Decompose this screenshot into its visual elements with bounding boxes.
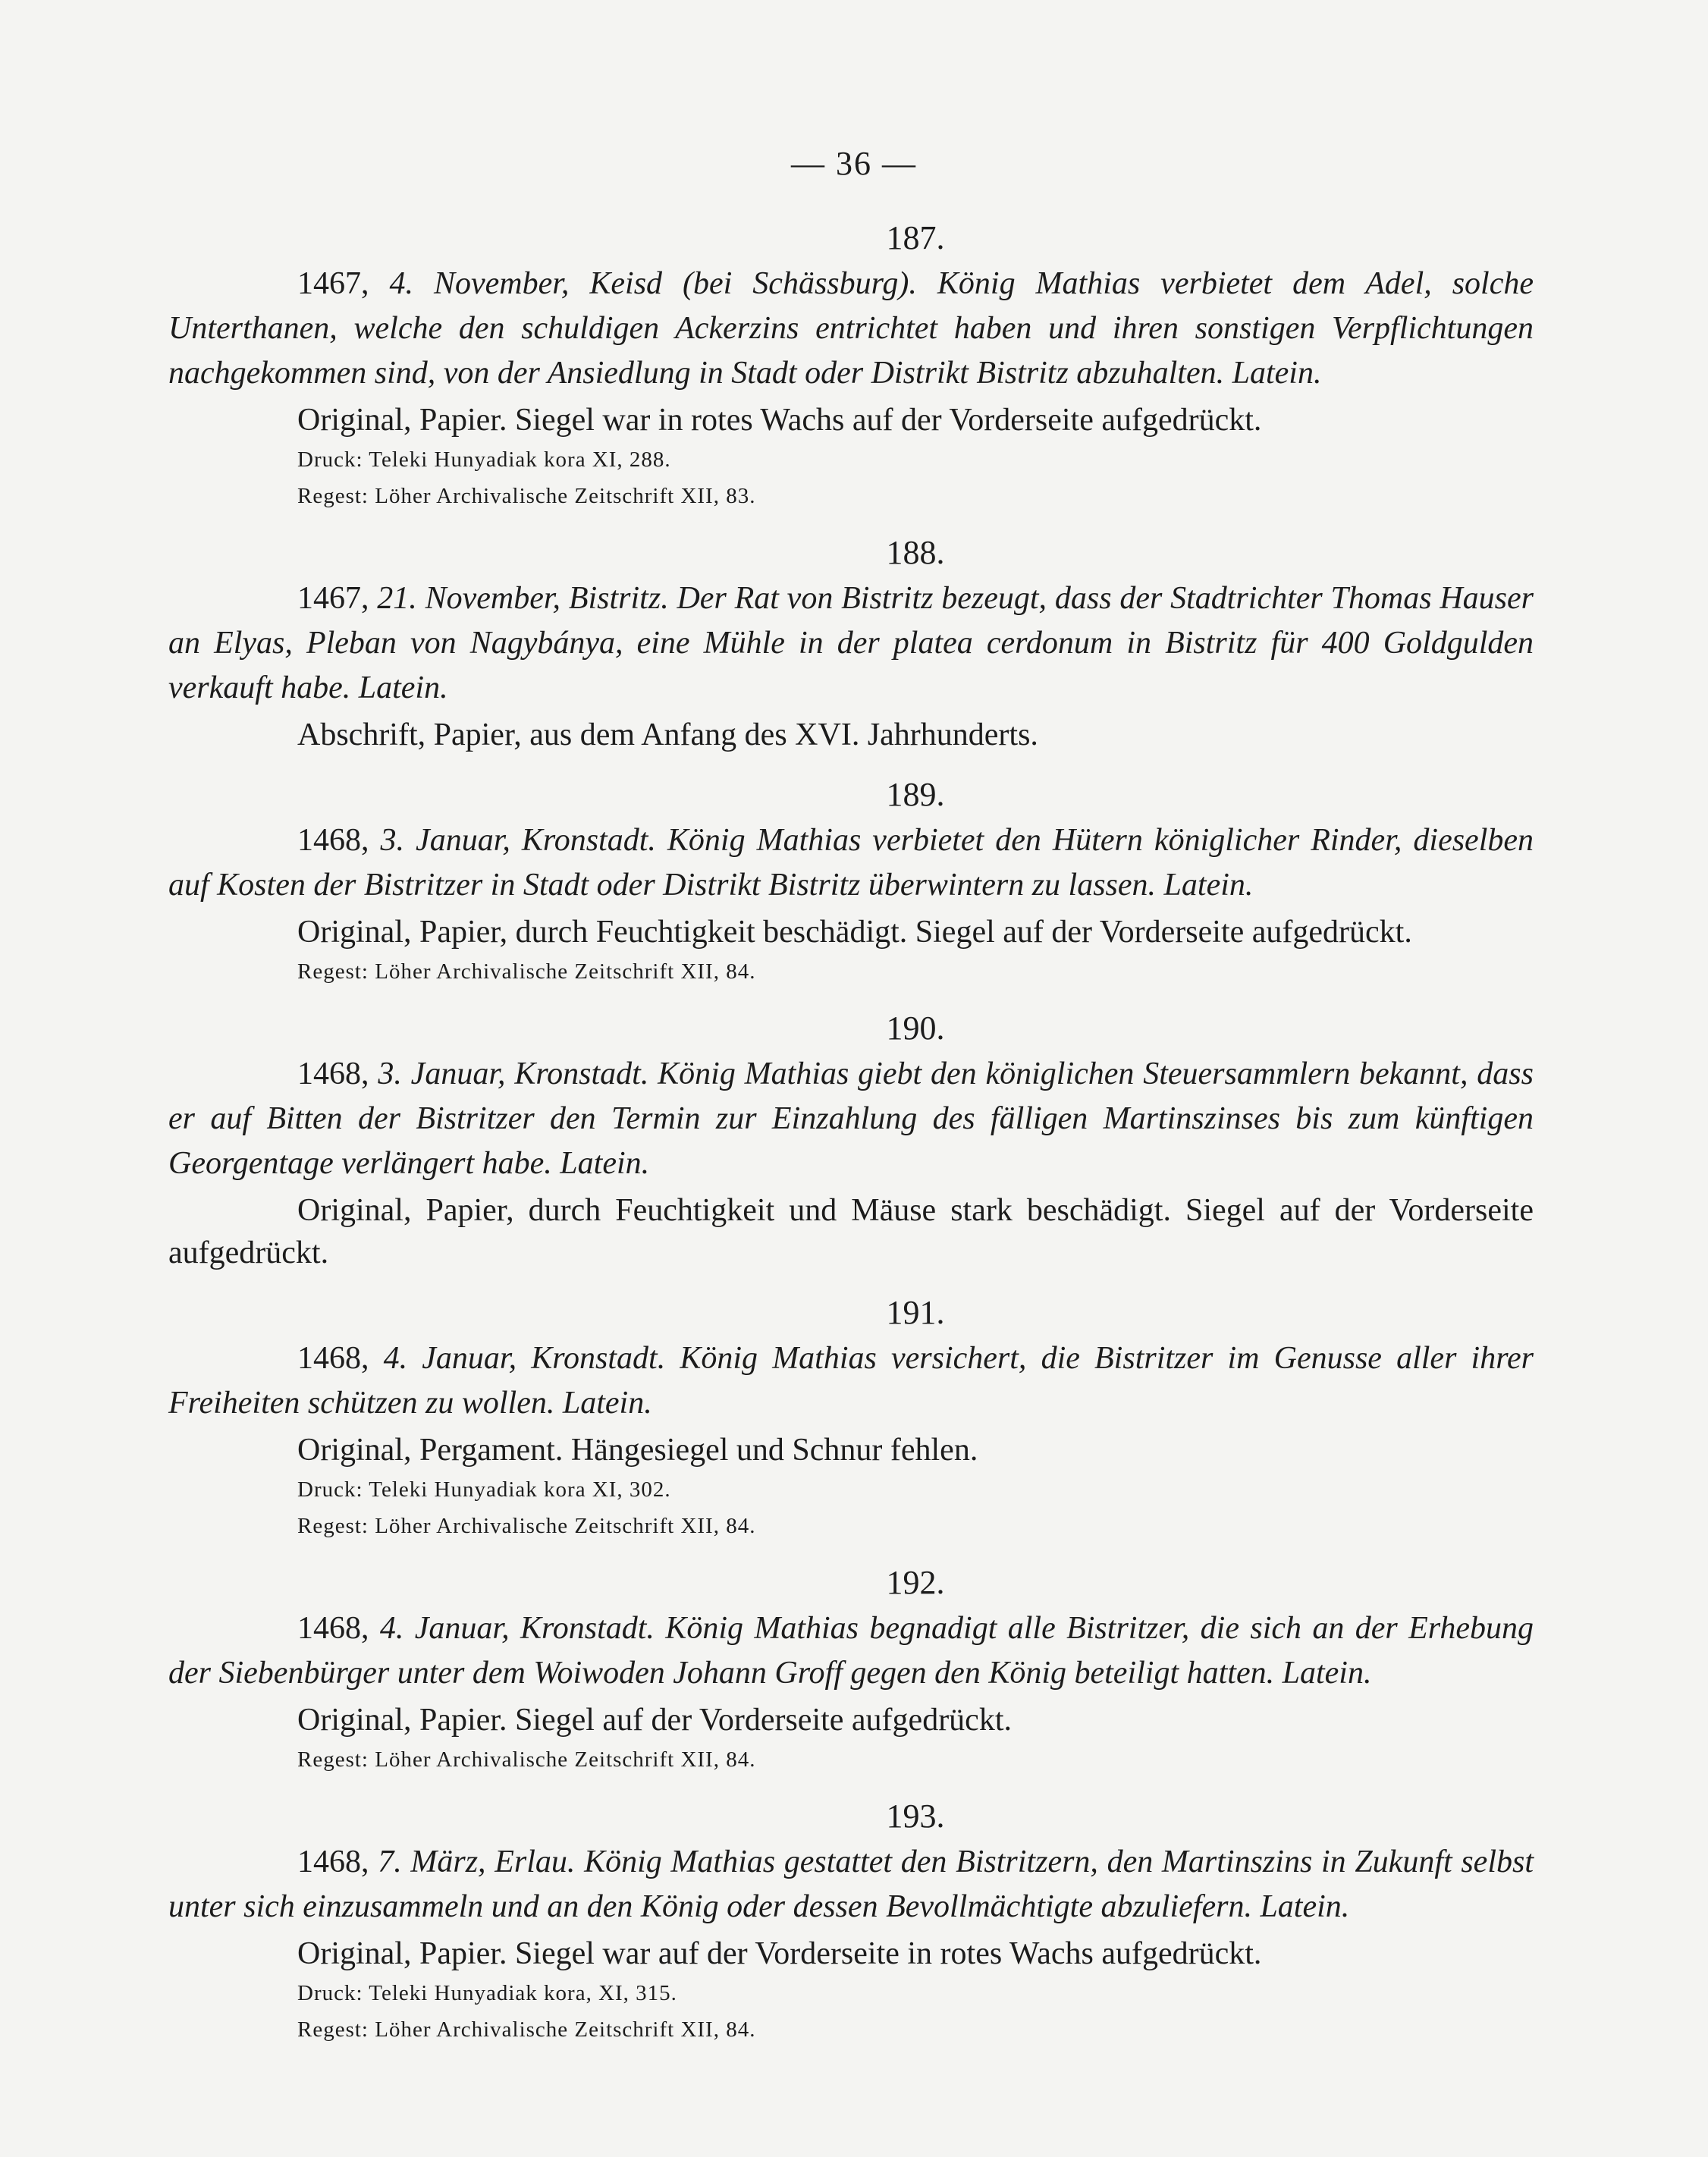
- year: 1468,: [297, 823, 369, 858]
- regest-body: 4. Januar, Kronstadt. König Mathias versichert, die Bistritzer im Genusse aller ihrer Freiheiten schützen zu wollen. Latein.: [168, 1341, 1534, 1421]
- regest-body: 4. Januar, Kronstadt. König Mathias begnadigt alle Bistritzer, die sich an der Erhebung der Siebenbürger unter dem Woiwoden Johann Groff gegen den König beteiligt hatten. Latein.: [168, 1611, 1534, 1691]
- entry-189: [168, 773, 1534, 990]
- reference-regest: Regest: Löher Archivalische Zeitschrift XII, 83.: [297, 484, 756, 508]
- year: 1468,: [297, 1611, 369, 1646]
- original-description: Abschrift, Papier, aus dem Anfang des XVI. Jahrhunderts.: [297, 717, 1038, 752]
- regest-text: [168, 818, 1534, 908]
- regest-body: 21. November, Bistritz. Der Rat von Bistritz bezeugt, dass der Stadtrichter Thomas Hauser an Elyas, Pleban von Nagybánya, eine Mühle in der platea cerdonum in Bistritz für 400 Goldgulden verkauft habe. Latein.: [168, 581, 1534, 705]
- entry-number: 187.: [886, 219, 945, 256]
- entry-191: [168, 1291, 1534, 1544]
- entry-number: 189.: [886, 776, 945, 813]
- regest-body: 3. Januar, Kronstadt. König Mathias giebt den königlichen Steuersammlern bekannt, dass er auf Bitten der Bistritzer den Termin zur Einzahlung des fälligen Martinszinses bis zum künftigen Georgentage verlängert habe. Latein.: [168, 1057, 1534, 1181]
- entries-list: [168, 216, 1534, 2064]
- entry-number: 188.: [886, 534, 945, 571]
- year: 1468,: [297, 1845, 369, 1879]
- original-description: Original, Pergament. Hängesiegel und Schnur fehlen.: [297, 1433, 978, 1468]
- regest-body: 7. März, Erlau. König Mathias gestattet den Bistritzern, den Martinszins in Zukunft selbst unter sich einzusammeln und an den König oder dessen Bevollmächtigte abzuliefern. Latein.: [168, 1845, 1534, 1924]
- entry-number: 193.: [886, 1798, 945, 1835]
- original-description: Original, Papier, durch Feuchtigkeit beschädigt. Siegel auf der Vorderseite aufgedrückt.: [297, 915, 1412, 950]
- regest-body: 4. November, Keisd (bei Schässburg). König Mathias verbietet dem Adel, solche Unterthanen, welche den schuldigen Ackerzins entrichtet haben und ihren sonstigen Verpflichtungen nachgekommen sind, von der Ansiedlung in Stadt oder Distrikt Bistritz abzuhalten. Latein.: [168, 266, 1534, 391]
- year: 1468,: [297, 1057, 369, 1091]
- entry-number: 191.: [886, 1294, 945, 1331]
- entry-188: [168, 531, 1534, 756]
- entry-190: [168, 1006, 1534, 1274]
- entry-number: 190.: [886, 1009, 945, 1047]
- regest-text: [168, 1606, 1534, 1696]
- page-number: — 36 —: [791, 145, 917, 182]
- reference-druck: Druck: Teleki Hunyadiak kora XI, 288.: [297, 447, 671, 472]
- regest-text: [168, 1336, 1534, 1426]
- year: 1467,: [297, 266, 369, 301]
- entry-187: [168, 216, 1534, 514]
- regest-text: [168, 1052, 1534, 1186]
- year: 1468,: [297, 1341, 369, 1376]
- reference-druck: Druck: Teleki Hunyadiak kora XI, 302.: [297, 1477, 671, 1502]
- original-description: Original, Papier. Siegel auf der Vorderseite aufgedrückt.: [297, 1703, 1012, 1738]
- reference-regest: Regest: Löher Archivalische Zeitschrift XII, 84.: [297, 1747, 756, 1772]
- reference-regest: Regest: Löher Archivalische Zeitschrift XII, 84.: [297, 2017, 756, 2042]
- year: 1467,: [297, 581, 369, 616]
- regest-text: [168, 262, 1534, 396]
- reference-regest: Regest: Löher Archivalische Zeitschrift XII, 84.: [297, 959, 756, 984]
- entry-192: [168, 1561, 1534, 1778]
- entry-number: 192.: [886, 1564, 945, 1601]
- reference-druck: Druck: Teleki Hunyadiak kora, XI, 315.: [297, 1981, 677, 2005]
- regest-text: [168, 576, 1534, 711]
- entry-193: [168, 1794, 1534, 2048]
- regest-text: [168, 1840, 1534, 1929]
- regest-body: 3. Januar, Kronstadt. König Mathias verbietet den Hütern königlicher Rinder, dieselben auf Kosten der Bistritzer in Stadt oder Distrikt Bistritz überwintern zu lassen. Latein.: [168, 823, 1534, 903]
- reference-regest: Regest: Löher Archivalische Zeitschrift XII, 84.: [297, 1514, 756, 1538]
- original-description: Original, Papier. Siegel war auf der Vorderseite in rotes Wachs aufgedrückt.: [297, 1936, 1262, 1971]
- original-description: Original, Papier, durch Feuchtigkeit und Mäuse stark beschädigt. Siegel auf der Vorderseite aufgedrückt.: [168, 1193, 1534, 1270]
- original-description: Original, Papier. Siegel war in rotes Wachs auf der Vorderseite aufgedrückt.: [297, 403, 1262, 438]
